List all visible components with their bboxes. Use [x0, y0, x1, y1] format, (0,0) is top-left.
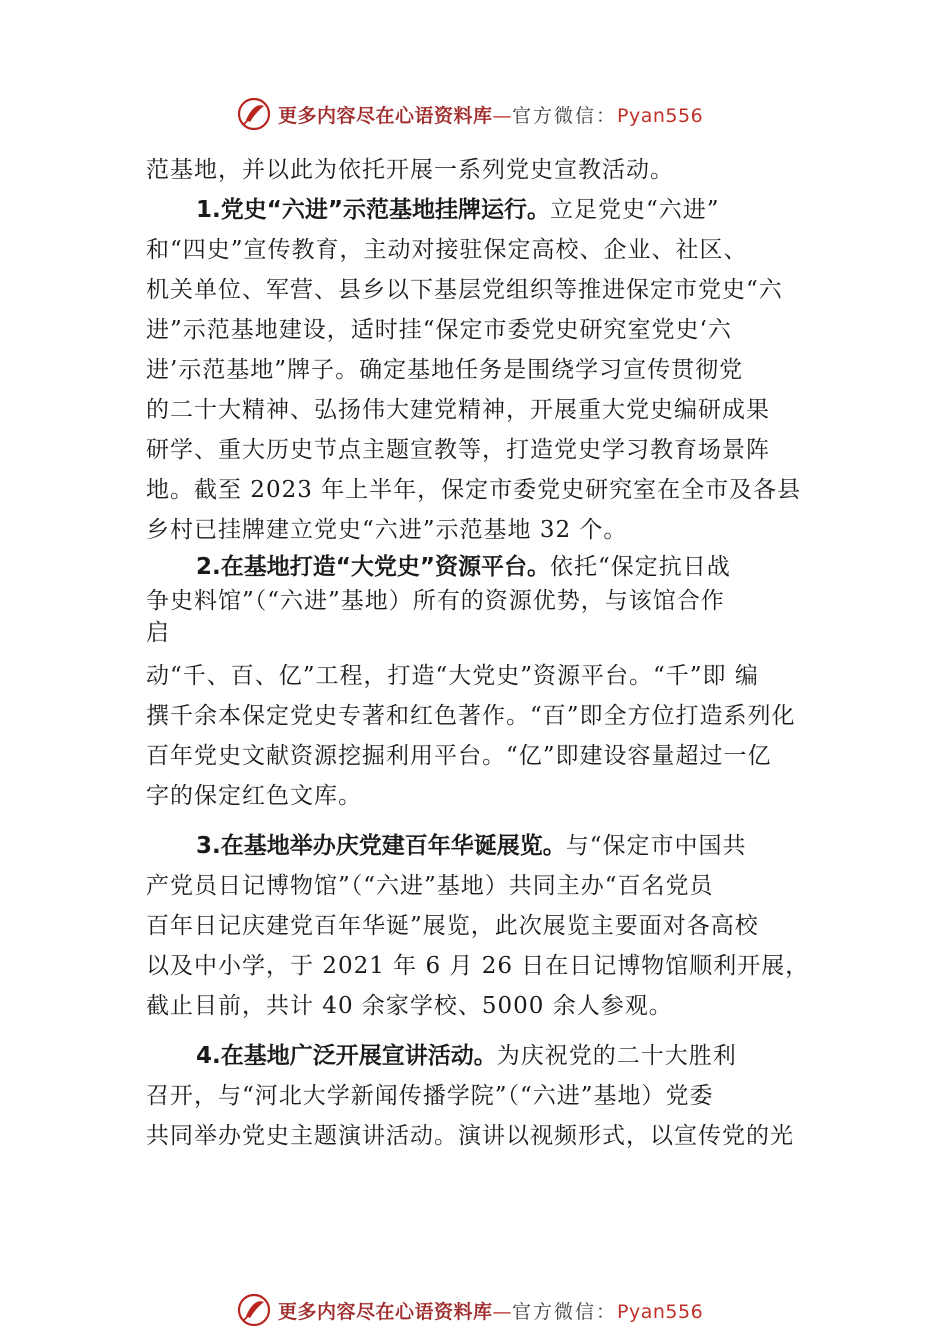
banner-account: Pyan556 [617, 1300, 704, 1323]
text-line: 依托“保定抗日战 [549, 554, 731, 580]
text-line: 为庆祝党的二十大胜利 [496, 1043, 737, 1069]
section-4-first-line [146, 1036, 826, 1076]
text-line: 地。截至 2023 年上半年，保定市委党史研究室在全市及各县 [146, 477, 802, 503]
text-line: 动“千、百、亿”工程，打造“大党史”资源平台。“千”即 编 [146, 663, 759, 689]
text-line: 进”示范基地建设，适时挂“保定市委党史研究室党史‘六 [146, 317, 732, 343]
banner-dash: — [492, 104, 513, 127]
text-line: 争史料馆”（“六进”基地）所有的资源优势，与该馆合作 [146, 588, 725, 614]
text-line: 的二十大精神、弘扬伟大建党精神，开展重大党史编研成果 [146, 397, 770, 423]
section-2-heading: 2.在基地打造“大党史”资源平台。 [196, 554, 550, 580]
banner-dash: — [492, 1300, 513, 1323]
banner-text [278, 1297, 703, 1324]
banner-account: Pyan556 [617, 104, 704, 127]
text-line: 百年日记庆建党百年华诞”展览，此次展览主要面对各高校 [146, 913, 759, 939]
banner-tag: 官方微信： [512, 104, 618, 127]
banner-brand: 更多内容尽在心语资料库 [278, 1300, 493, 1323]
section-3-first-line [146, 826, 826, 866]
text-line: 百年党史文献资源挖掘利用平台。“亿”即建设容量超过一亿 [146, 743, 772, 769]
logo-icon [236, 1292, 272, 1328]
logo-icon [236, 96, 272, 132]
text-line: 启 [146, 620, 170, 646]
section-2-first-line [146, 550, 826, 584]
text-line: 机关单位、军营、县乡以下基层党组织等推进保定市党史“六 [146, 277, 783, 303]
paragraph-gap [146, 816, 826, 826]
text-line: 共同举办党史主题演讲活动。演讲以视频形式，以宣传党的光 [146, 1123, 794, 1149]
text-line: 立足党史“六进” [549, 197, 720, 223]
text-line: 乡村已挂牌建立党史“六进”示范基地 32 个。 [146, 517, 628, 543]
section-1-first-line [146, 190, 826, 230]
header-banner [236, 94, 756, 134]
banner-tag: 官方微信： [512, 1300, 618, 1323]
text-line: 产党员日记博物馆”（“六进”基地）共同主办“百名党员 [146, 873, 714, 899]
text-line: 进’示范基地”牌子。确定基地任务是围绕学习宣传贯彻党 [146, 357, 744, 383]
paragraph-gap [146, 1026, 826, 1036]
text-line: 和“四史”宣传教育，主动对接驻保定高校、企业、社区、 [146, 237, 748, 263]
text-line: 以及中小学，于 2021 年 6 月 26 日在日记博物馆顺利开展， [146, 953, 810, 979]
text-line: 范基地，并以此为依托开展一系列党史宣教活动。 [146, 157, 674, 183]
text-line: 研学、重大历史节点主题宣教等，打造党史学习教育场景阵 [146, 437, 770, 463]
text-line: 字的保定红色文库。 [146, 783, 362, 809]
text-line: 与“保定市中国共 [565, 833, 747, 859]
section-3-heading: 3.在基地举办庆党建百年华诞展览。 [196, 833, 566, 859]
text-line: 召开，与“河北大学新闻传播学院”（“六进”基地）党委 [146, 1083, 714, 1109]
banner-brand: 更多内容尽在心语资料库 [278, 104, 493, 127]
document-body [146, 150, 826, 1156]
section-1-heading: 1.党史“六进”示范基地挂牌运行。 [196, 197, 550, 223]
footer-banner [236, 1290, 756, 1330]
banner-text [278, 101, 703, 128]
section-4-heading: 4.在基地广泛开展宣讲活动。 [196, 1043, 497, 1069]
text-line: 截止目前，共计 40 余家学校、5000 余人参观。 [146, 993, 673, 1019]
text-line: 撰千余本保定党史专著和红色著作。“百”即全方位打造系列化 [146, 703, 796, 729]
